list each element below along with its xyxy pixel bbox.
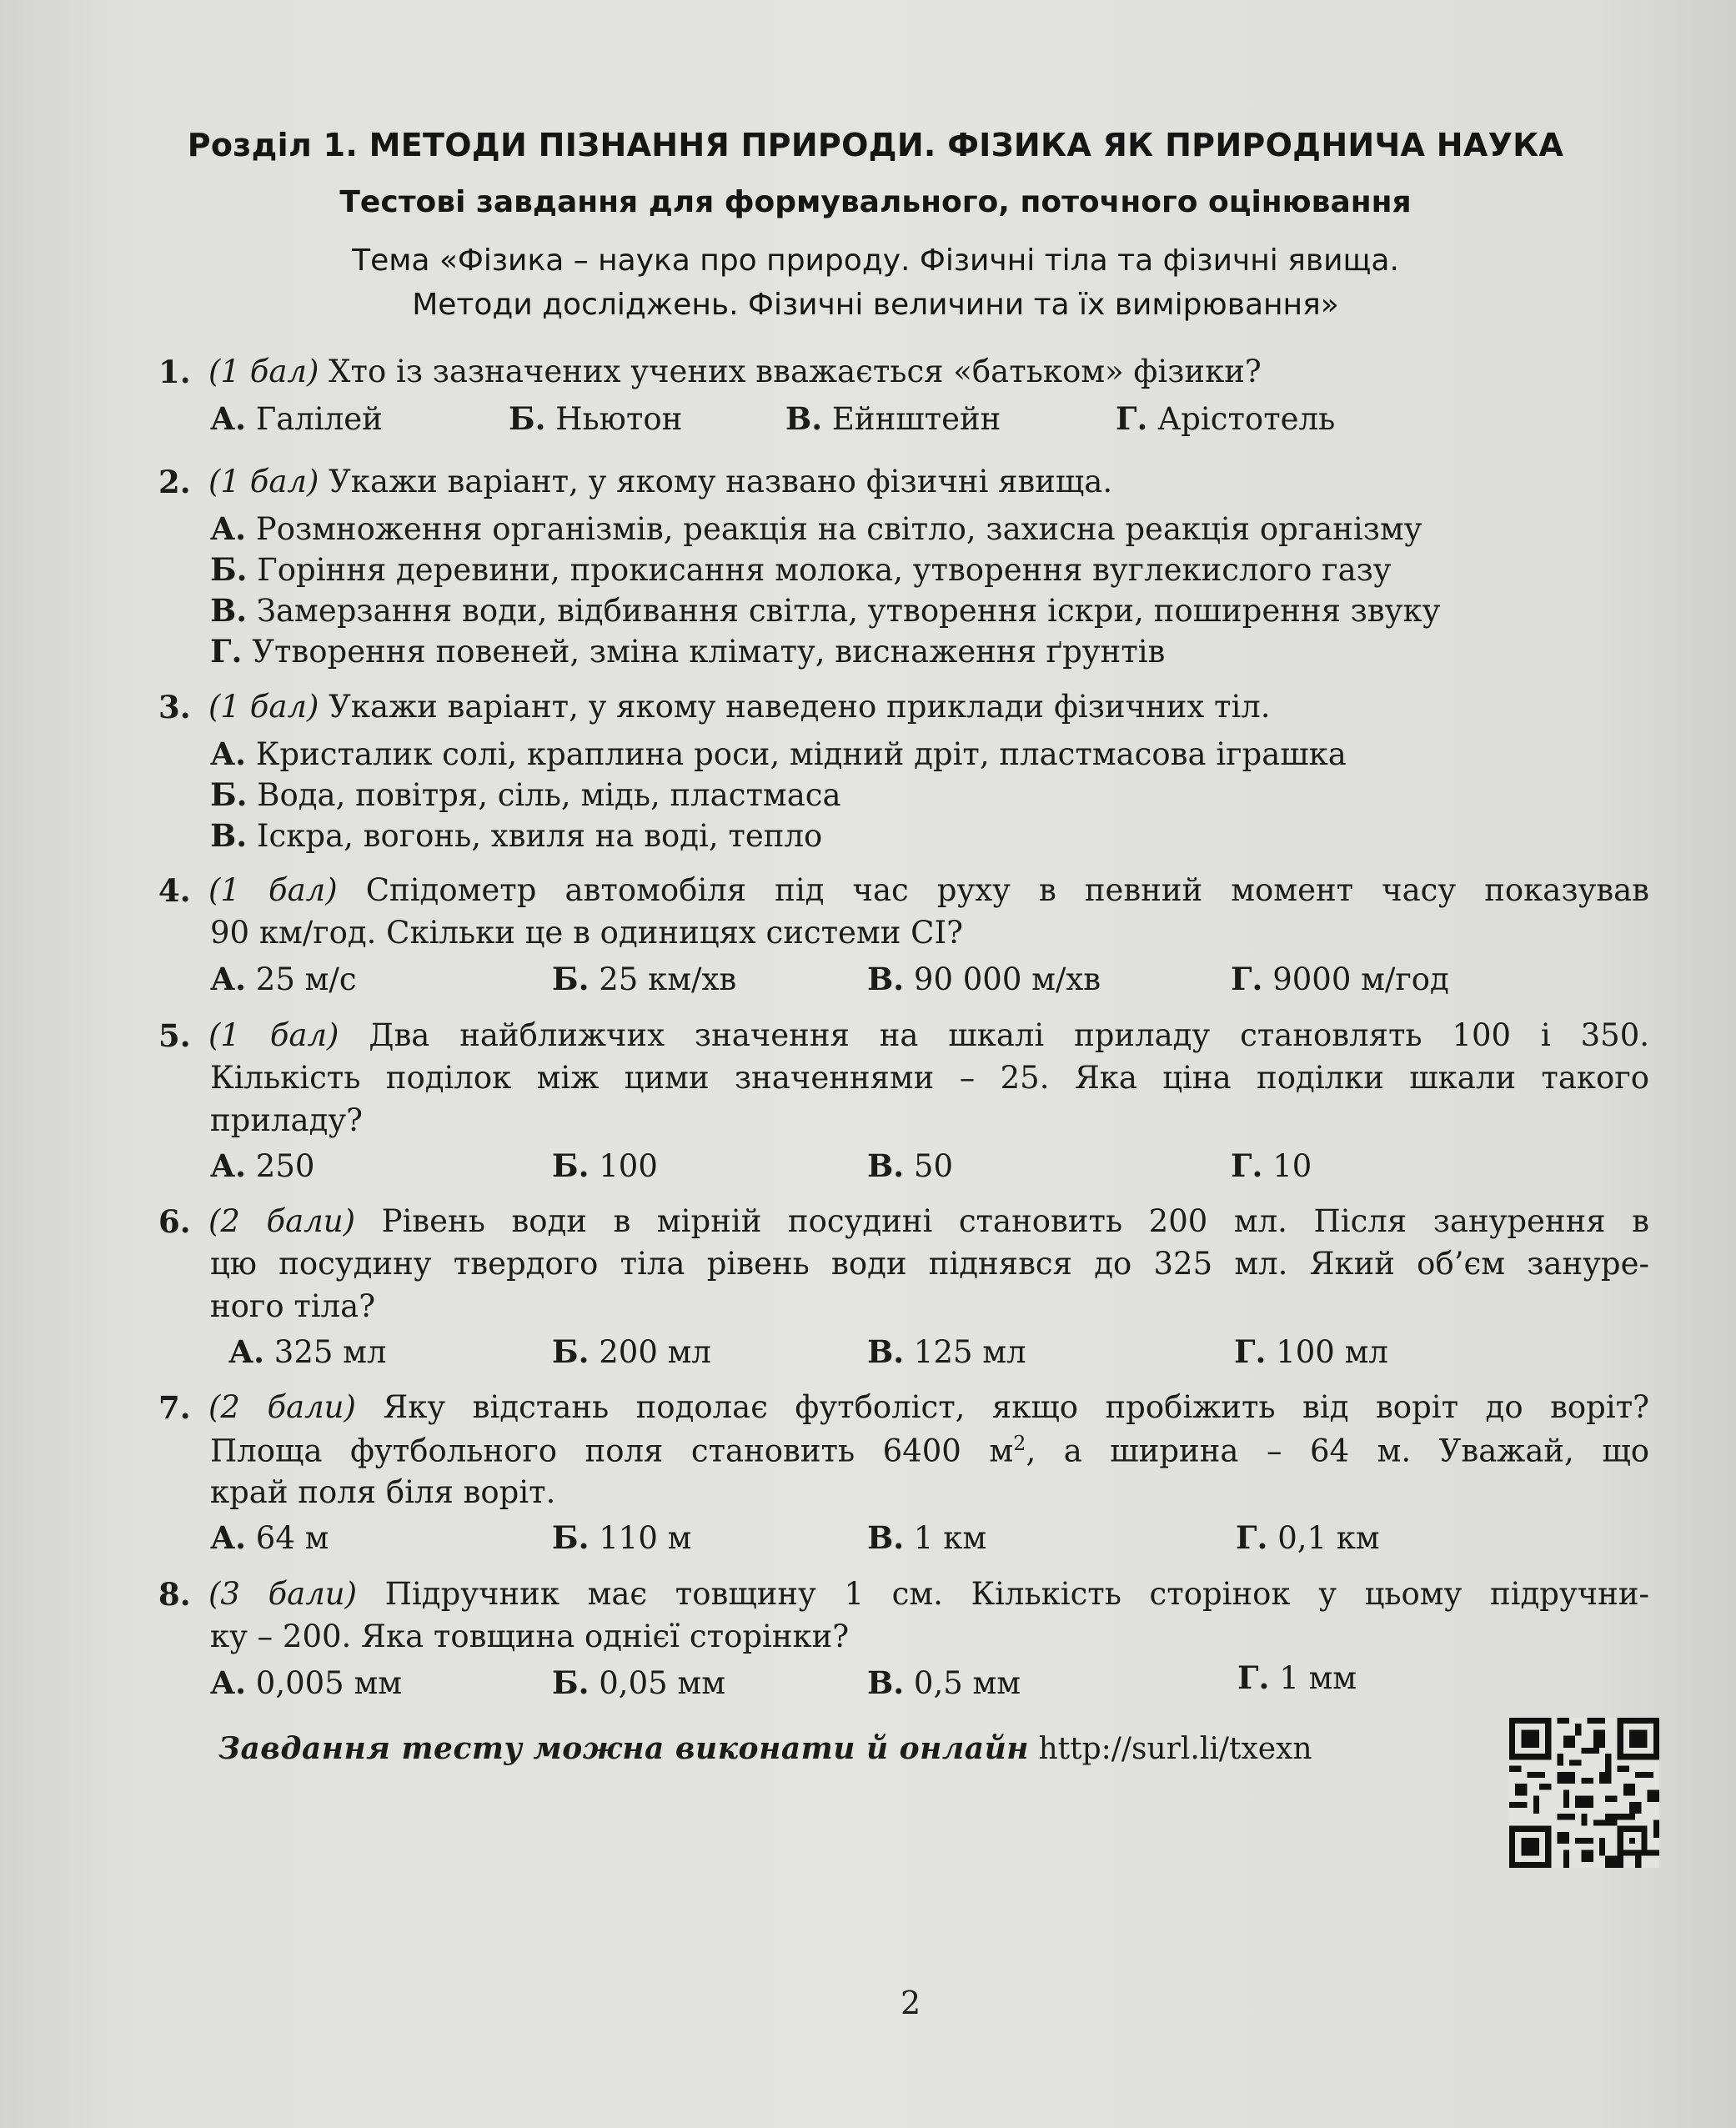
section-title: Розділ 1. МЕТОДИ ПІЗНАННЯ ПРИРОДИ. ФІЗИКА ЯК ПРИРОДНИЧА НАУКА <box>187 127 1564 163</box>
option-c: В. 0,5 мм <box>867 1664 1021 1701</box>
question-points: (1 бал) <box>208 464 319 499</box>
question-text: (1 бал) Хто із зазначених учених вважається «батьком» фізики? <box>208 354 1262 389</box>
option-c: В. Ейнштейн <box>785 400 1001 437</box>
question-text-line-1: (2 бали) Яку відстань подолає футболіст, якщо пробіжить від воріт до воріт? <box>208 1389 1649 1425</box>
page-number: 2 <box>901 1985 921 2021</box>
question-text-line-1: (3 бали) Підручник має товщину 1 см. Кількість сторінок у цьому підручни- <box>208 1576 1649 1612</box>
question-number: 7. <box>158 1389 191 1426</box>
question-text-line-2: Площа футбольного поля становить 6400 $м^2$, а ширина – 64 м. Уважай, що <box>210 1432 1650 1469</box>
option-c: В. Іскра, вогонь, хвиля на воді, тепло <box>210 817 823 854</box>
question-points: (1 бал) <box>208 689 319 725</box>
question-number: 1. <box>158 354 191 390</box>
option-a: А. 64 м <box>210 1519 329 1556</box>
option-d: Г. 100 мл <box>1234 1333 1388 1370</box>
option-a: А. 25 м/с <box>210 961 357 997</box>
option-b: Б. 110 м <box>552 1519 692 1556</box>
question-points: (1 бал) <box>208 872 338 908</box>
option-c: В. Замерзання води, відбивання світла, утворення іскри, поширення звуку <box>210 592 1441 629</box>
question-text-line-2: 90 км/год. Скільки це в одиницях системи СІ? <box>210 915 963 951</box>
question-text-line-3: край поля біля воріт. <box>210 1474 556 1510</box>
question-points: (1 бал) <box>208 354 319 389</box>
option-b: Б. Ньютон <box>509 400 683 437</box>
option-c: В. 50 <box>867 1147 954 1184</box>
option-b: Б. Вода, повітря, сіль, мідь, пластмаса <box>210 776 841 813</box>
option-c: В. 90 000 м/хв <box>867 961 1101 997</box>
question-text-line-1: (1 бал) Два найближчих значення на шкалі приладу становлять 100 і 350. <box>208 1017 1649 1053</box>
option-d: Г. 1 мм <box>1237 1659 1357 1696</box>
topic-line-1: Тема «Фізика – наука про природу. Фізичні тіла та фізичні явища. <box>352 243 1399 278</box>
question-number: 8. <box>158 1576 191 1613</box>
option-d: Г. Утворення повеней, зміна клімату, виснаження ґрунтів <box>210 633 1166 670</box>
option-b: Б. 25 км/хв <box>552 961 737 997</box>
question-text-line-2: цю посудину твердого тіла рівень води піднявся до 325 мл. Який об’єм зануре- <box>210 1246 1649 1282</box>
online-note <box>218 1731 1312 1766</box>
option-a: А. Кристалик солі, краплина роси, мідний дріт, пластмасова іграшка <box>210 735 1347 772</box>
question-text-line-1: (1 бал) Спідометр автомобіля під час руху в певний момент часу показував <box>208 872 1650 908</box>
online-text: Завдання тесту можна виконати й онлайн <box>218 1731 1029 1766</box>
question-number: 3. <box>158 689 191 725</box>
question-text-line-3: ного тіла? <box>210 1288 376 1324</box>
question-points: (2 бали) <box>208 1203 356 1239</box>
option-b: Б. 0,05 мм <box>552 1664 725 1701</box>
option-a: А. 325 мл <box>228 1333 387 1370</box>
question-text: (1 бал) Укажи варіант, у якому наведено приклади фізичних тіл. <box>208 689 1271 725</box>
question-number: 4. <box>158 872 191 909</box>
option-a: А. Розмноження організмів, реакція на світло, захисна реакція організму <box>210 510 1422 547</box>
topic <box>167 238 1584 327</box>
option-d: Г. 10 <box>1231 1147 1312 1184</box>
option-b: Б. Горіння деревини, прокисання молока, утворення вуглекислого газу <box>210 551 1392 588</box>
question-number: 5. <box>158 1017 191 1054</box>
option-d: Г. 0,1 км <box>1236 1519 1380 1556</box>
question-number: 2. <box>158 464 191 500</box>
question-text-line-2: ку – 200. Яка товщина однієї сторінки? <box>210 1619 850 1654</box>
qr-code-icon <box>1509 1718 1659 1868</box>
question-points: (2 бали) <box>208 1389 356 1425</box>
subtitle: Тестові завдання для формувального, поточного оцінювання <box>339 185 1412 219</box>
option-a: А. 250 <box>210 1147 315 1184</box>
option-a: А. 0,005 мм <box>210 1664 403 1701</box>
question-points: (3 бали) <box>208 1576 358 1612</box>
option-d: Г. Арістотель <box>1116 400 1336 437</box>
online-link[interactable]: http://surl.li/txexn <box>1038 1732 1312 1766</box>
topic-line-2: Методи досліджень. Фізичні величини та їх вимірювання» <box>412 288 1339 322</box>
question-text-line-1: (2 бали) Рівень води в мірній посудині становить 200 мл. Після занурення в <box>208 1203 1650 1239</box>
question-text: (1 бал) Укажи варіант, у якому названо фізичні явища. <box>208 464 1113 499</box>
question-text-line-2: Кількість поділок між цими значеннями – 25. Яка ціна поділки шкали такого <box>210 1060 1649 1096</box>
option-b: Б. 100 <box>552 1147 658 1184</box>
option-a: А. Галілей <box>210 400 383 437</box>
question-text-line-3: приладу? <box>210 1102 363 1138</box>
option-c: В. 1 км <box>867 1519 987 1556</box>
option-b: Б. 200 мл <box>552 1333 711 1370</box>
question-number: 6. <box>158 1203 191 1240</box>
option-c: В. 125 мл <box>867 1333 1026 1370</box>
option-d: Г. 9000 м/год <box>1231 961 1449 997</box>
question-points: (1 бал) <box>208 1017 339 1053</box>
